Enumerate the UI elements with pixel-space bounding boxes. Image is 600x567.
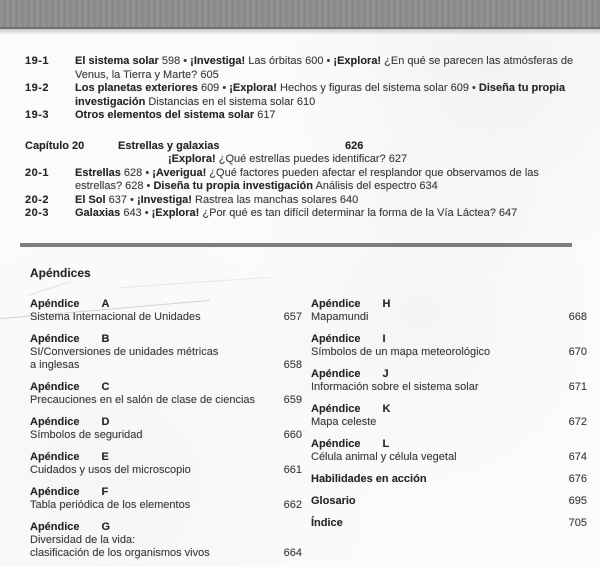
appendix-entry <box>30 381 302 407</box>
appendix-label-row <box>311 403 587 416</box>
appendix-title: Información sobre el sistema solar <box>311 381 479 393</box>
toc-segment: 643 • <box>120 207 152 219</box>
appendix-column-left <box>30 298 302 567</box>
appendix-title: SI/Conversiones de unidades métricas <box>30 346 219 358</box>
appendix-entry <box>311 368 587 394</box>
toc-entry-text <box>75 167 577 194</box>
toc-entry-text <box>75 55 577 82</box>
toc-section <box>25 55 577 221</box>
scan-crease <box>120 277 270 288</box>
appendix-title: a inglesas <box>30 359 80 371</box>
toc-segment: Análisis del espectro 634 <box>313 180 438 192</box>
appendix-page-number: 672 <box>568 416 587 428</box>
appendix-page-number: 661 <box>283 464 302 476</box>
appendix-title: Mapamundi <box>311 311 369 323</box>
toc-segment: Los planetas exteriores <box>75 82 198 94</box>
appendix-label-row <box>30 486 302 499</box>
appendix-title: Cuidados y usos del microscopio <box>30 464 191 476</box>
backmatter-item <box>311 473 587 486</box>
toc-segment: Hechos y figuras del sistema solar 609 • <box>276 82 479 94</box>
appendix-label: Apéndice <box>311 368 361 380</box>
appendix-page-number: 660 <box>283 429 302 441</box>
backmatter-title: Glosario <box>311 495 356 507</box>
toc-entry-number: 20-3 <box>25 207 50 219</box>
toc-segment: 637 • <box>105 193 137 206</box>
top-scan-band <box>0 0 600 29</box>
toc-entry <box>25 82 577 109</box>
appendix-title: Precauciones en el salón de clase de ciencias <box>30 394 256 406</box>
backmatter-item <box>311 517 587 530</box>
appendix-label-row <box>30 416 302 429</box>
appendix-page-number: 659 <box>283 394 302 406</box>
toc-segment: Diseña tu propia investigación <box>75 82 566 108</box>
appendix-label: Apéndice <box>30 486 80 498</box>
chapter-list <box>25 55 577 221</box>
appendix-title-line <box>30 464 302 477</box>
appendix-label-row <box>311 368 587 381</box>
appendix-label: Apéndice <box>30 333 80 345</box>
appendix-page-number: 662 <box>283 499 302 511</box>
scan-crease <box>27 281 71 296</box>
appendix-entry <box>30 333 302 372</box>
appendix-title-line <box>30 499 302 512</box>
toc-segment: ¡Investiga! <box>190 55 246 67</box>
appendix-letter: K <box>382 403 391 415</box>
appendix-title-line <box>30 547 302 560</box>
appendix-letter: C <box>101 381 110 393</box>
backmatter-item <box>311 495 587 508</box>
toc-segment: ¿Qué estrellas puedes identificar? 627 <box>215 153 408 165</box>
toc-entry-number: 19-1 <box>25 55 50 67</box>
toc-segment: Rastrea las manchas solares 640 <box>191 193 359 206</box>
appendix-title: clasificación de los organismos vivos <box>30 547 210 559</box>
appendix-title: Símbolos de seguridad <box>30 429 143 441</box>
toc-entry-number: 20-2 <box>25 193 50 206</box>
toc-segment: ¿Qué factores pueden afectar el resplandor que observamos de las estrellas? 628 • <box>75 166 539 192</box>
toc-entry-text <box>168 153 407 167</box>
backmatter-page-number: 695 <box>568 495 587 507</box>
toc-segment: Estrellas <box>75 166 121 179</box>
appendix-label: Apéndice <box>311 403 361 415</box>
appendix-entry <box>30 486 302 512</box>
appendix-label-row <box>30 333 302 346</box>
appendix-label: Apéndice <box>30 416 80 428</box>
appendix-title-line <box>311 451 587 464</box>
toc-segment: 609 • <box>197 82 230 94</box>
toc-entry <box>25 167 577 194</box>
appendix-title: Sistema Internacional de Unidades <box>30 311 201 323</box>
appendix-page-number: 670 <box>568 346 587 358</box>
toc-entry-number: 19-3 <box>25 109 50 121</box>
appendix-title-line <box>311 416 587 429</box>
appendix-page-number: 674 <box>568 451 587 463</box>
appendix-title-line <box>30 394 302 407</box>
toc-segment: Diseña tu propia investigación <box>153 180 313 192</box>
toc-segment: Otros elementos del sistema solar <box>75 109 255 121</box>
appendix-label: Apéndice <box>30 298 80 310</box>
appendix-label-row <box>30 521 302 534</box>
chapter-page-number: 626 <box>345 139 364 152</box>
appendix-title-line <box>30 534 302 547</box>
toc-segment: El Sol <box>75 193 106 206</box>
toc-segment: ¡Explora! <box>333 55 382 67</box>
toc-entry-number: 19-2 <box>25 82 50 94</box>
appendix-label-row <box>30 298 302 311</box>
appendix-entry <box>30 298 302 324</box>
section-divider <box>20 243 572 247</box>
appendix-entry <box>30 416 302 442</box>
appendix-title-line <box>30 311 302 324</box>
chapter-sub-row <box>168 153 577 167</box>
appendix-title-line <box>30 429 302 442</box>
toc-segment: 598 • <box>158 55 191 67</box>
appendix-entry <box>311 403 587 429</box>
toc-segment: Las órbitas 600 • <box>245 55 334 67</box>
toc-segment: Distancias en el sistema solar 610 <box>145 95 316 108</box>
toc-segment: El sistema solar <box>75 55 159 67</box>
chapter-label: Capítulo 20 <box>25 139 85 152</box>
appendix-label: Apéndice <box>311 298 361 310</box>
appendix-letter: D <box>101 416 110 428</box>
appendix-page-number: 668 <box>568 311 587 323</box>
appendix-page-number: 658 <box>283 359 302 371</box>
appendix-letter: H <box>382 298 391 310</box>
appendix-label-row <box>30 451 302 464</box>
chapter-title: Estrellas y galaxias <box>118 139 220 152</box>
appendix-label: Apéndice <box>30 381 80 393</box>
appendix-title-line <box>311 346 587 359</box>
appendix-label: Apéndice <box>30 451 80 463</box>
toc-segment: 617 <box>254 109 276 121</box>
toc-entry <box>25 194 577 208</box>
backmatter-title: Habilidades en acción <box>311 473 427 485</box>
appendices-heading: Apéndices <box>30 266 91 280</box>
appendix-letter: J <box>382 368 389 380</box>
toc-segment: ¡Explora! <box>168 153 216 165</box>
appendix-letter: L <box>382 438 390 450</box>
toc-segment: Galaxias <box>75 207 121 219</box>
toc-entry <box>25 109 577 123</box>
appendix-title: Diversidad de la vida: <box>30 534 136 546</box>
appendix-title-line <box>30 359 302 372</box>
appendix-title: Símbolos de un mapa meteorológico <box>311 346 491 358</box>
appendix-label-row <box>311 333 587 346</box>
toc-entry <box>25 207 577 221</box>
appendix-page-number: 657 <box>283 311 302 323</box>
appendix-entry <box>311 438 587 464</box>
appendix-letter: F <box>101 486 109 498</box>
appendix-label-row <box>311 298 587 311</box>
backmatter-title: Índice <box>311 517 343 529</box>
appendix-title: Tabla periódica de los elementos <box>30 499 191 511</box>
toc-segment: ¡Averigua! <box>152 166 207 179</box>
appendix-entry <box>311 333 587 359</box>
appendix-label-row <box>30 381 302 394</box>
toc-entry-text <box>75 207 577 221</box>
appendix-column-right <box>311 298 587 539</box>
toc-entry-text <box>75 82 577 109</box>
toc-segment: ¡Investiga! <box>136 193 192 206</box>
appendix-label: Apéndice <box>30 521 80 533</box>
appendix-letter: B <box>101 333 110 345</box>
appendix-title-line <box>311 381 587 394</box>
appendix-entry <box>311 298 587 324</box>
chapter-heading-row <box>25 140 577 154</box>
toc-segment: ¿En qué se parecen las atmósferas de Venus, la Tierra y Marte? 605 <box>75 55 574 81</box>
appendix-letter: E <box>101 451 109 463</box>
backmatter-page-number: 705 <box>568 517 587 529</box>
toc-segment: ¡Explora! <box>229 82 277 94</box>
appendix-letter: A <box>101 298 110 310</box>
appendix-title-line <box>30 346 302 359</box>
appendix-entry <box>30 521 302 560</box>
appendix-letter: I <box>382 333 386 345</box>
appendix-label: Apéndice <box>311 333 361 345</box>
appendix-title-line <box>311 311 587 324</box>
backmatter-page-number: 676 <box>568 473 587 485</box>
appendix-label: Apéndice <box>311 438 361 450</box>
appendix-label-row <box>311 438 587 451</box>
toc-entry <box>25 55 577 82</box>
toc-segment: 628 • <box>120 166 153 179</box>
appendix-entry <box>30 451 302 477</box>
toc-segment: ¿Por qué es tan difícil determinar la forma de la Vía Láctea? 647 <box>199 207 518 219</box>
toc-entry-text <box>75 194 577 208</box>
toc-entry-number: 20-1 <box>25 166 50 179</box>
appendix-page-number: 671 <box>568 381 587 393</box>
appendix-title: Mapa celeste <box>311 416 377 428</box>
toc-segment: ¡Explora! <box>151 207 200 219</box>
top-band-shadow <box>0 29 600 35</box>
appendix-page-number: 664 <box>283 547 302 559</box>
appendix-title: Célula animal y célula vegetal <box>311 451 457 463</box>
appendix-letter: G <box>101 521 111 533</box>
toc-entry-text <box>75 109 577 123</box>
